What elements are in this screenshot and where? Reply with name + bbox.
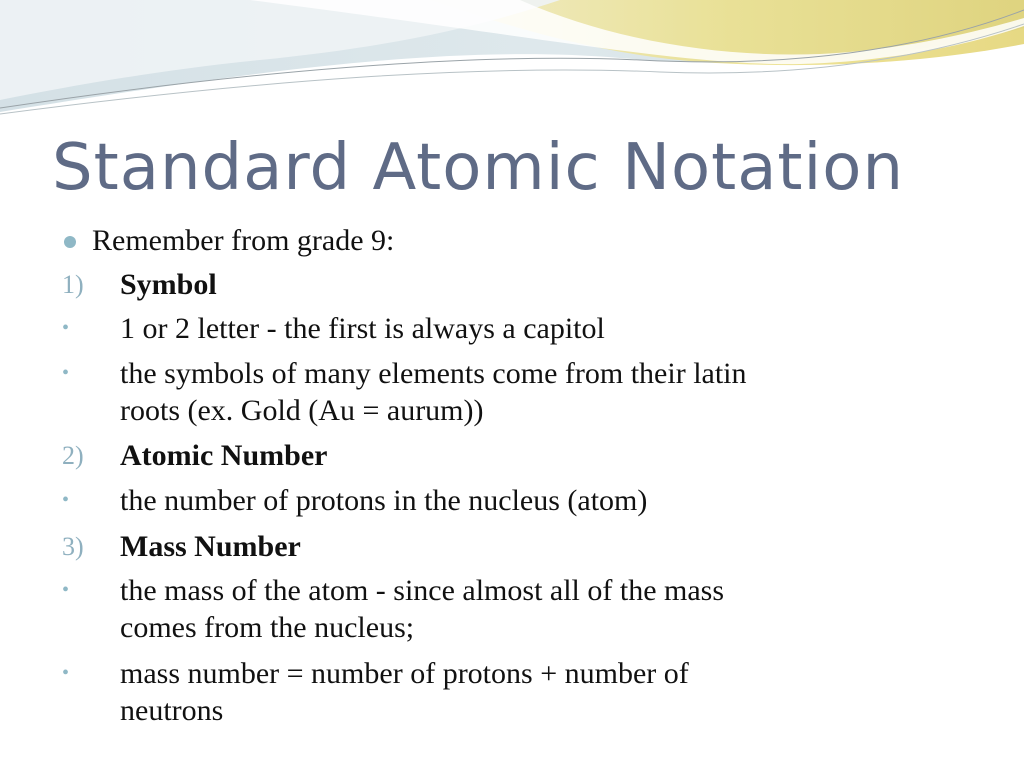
small-dot-icon: •	[62, 489, 70, 511]
slide-title: Standard Atomic Notation	[52, 131, 904, 205]
list-item-text-line-2: comes from the nucleus;	[120, 611, 415, 644]
list-number: 1)	[62, 270, 84, 299]
list-item-heading: Symbol	[120, 268, 217, 301]
list-item-text: the number of protons in the nucleus (atom)	[120, 484, 648, 517]
small-dot-icon: •	[62, 579, 70, 601]
round-bullet-icon	[64, 236, 76, 248]
list-item-text: Remember from grade 9:	[92, 224, 395, 257]
small-dot-icon: •	[62, 662, 70, 684]
small-dot-icon: •	[62, 317, 70, 339]
list-item-heading: Atomic Number	[120, 439, 328, 472]
header-wave-decoration	[0, 0, 1024, 120]
list-item-text-line-2: neutrons	[120, 694, 224, 727]
list-item-text: 1 or 2 letter - the first is always a capitol	[120, 312, 605, 345]
list-number: 2)	[62, 441, 84, 470]
list-item-text-line-1: mass number = number of protons + number of	[120, 657, 689, 690]
list-item-heading: Mass Number	[120, 530, 301, 563]
list-item-text-line-2: roots (ex. Gold (Au = aurum))	[120, 394, 484, 427]
list-item-text-line-1: the mass of the atom - since almost all of the mass	[120, 574, 725, 607]
list-item-text-line-1: the symbols of many elements come from their latin	[120, 357, 747, 390]
small-dot-icon: •	[62, 362, 70, 384]
list-number: 3)	[62, 532, 84, 561]
